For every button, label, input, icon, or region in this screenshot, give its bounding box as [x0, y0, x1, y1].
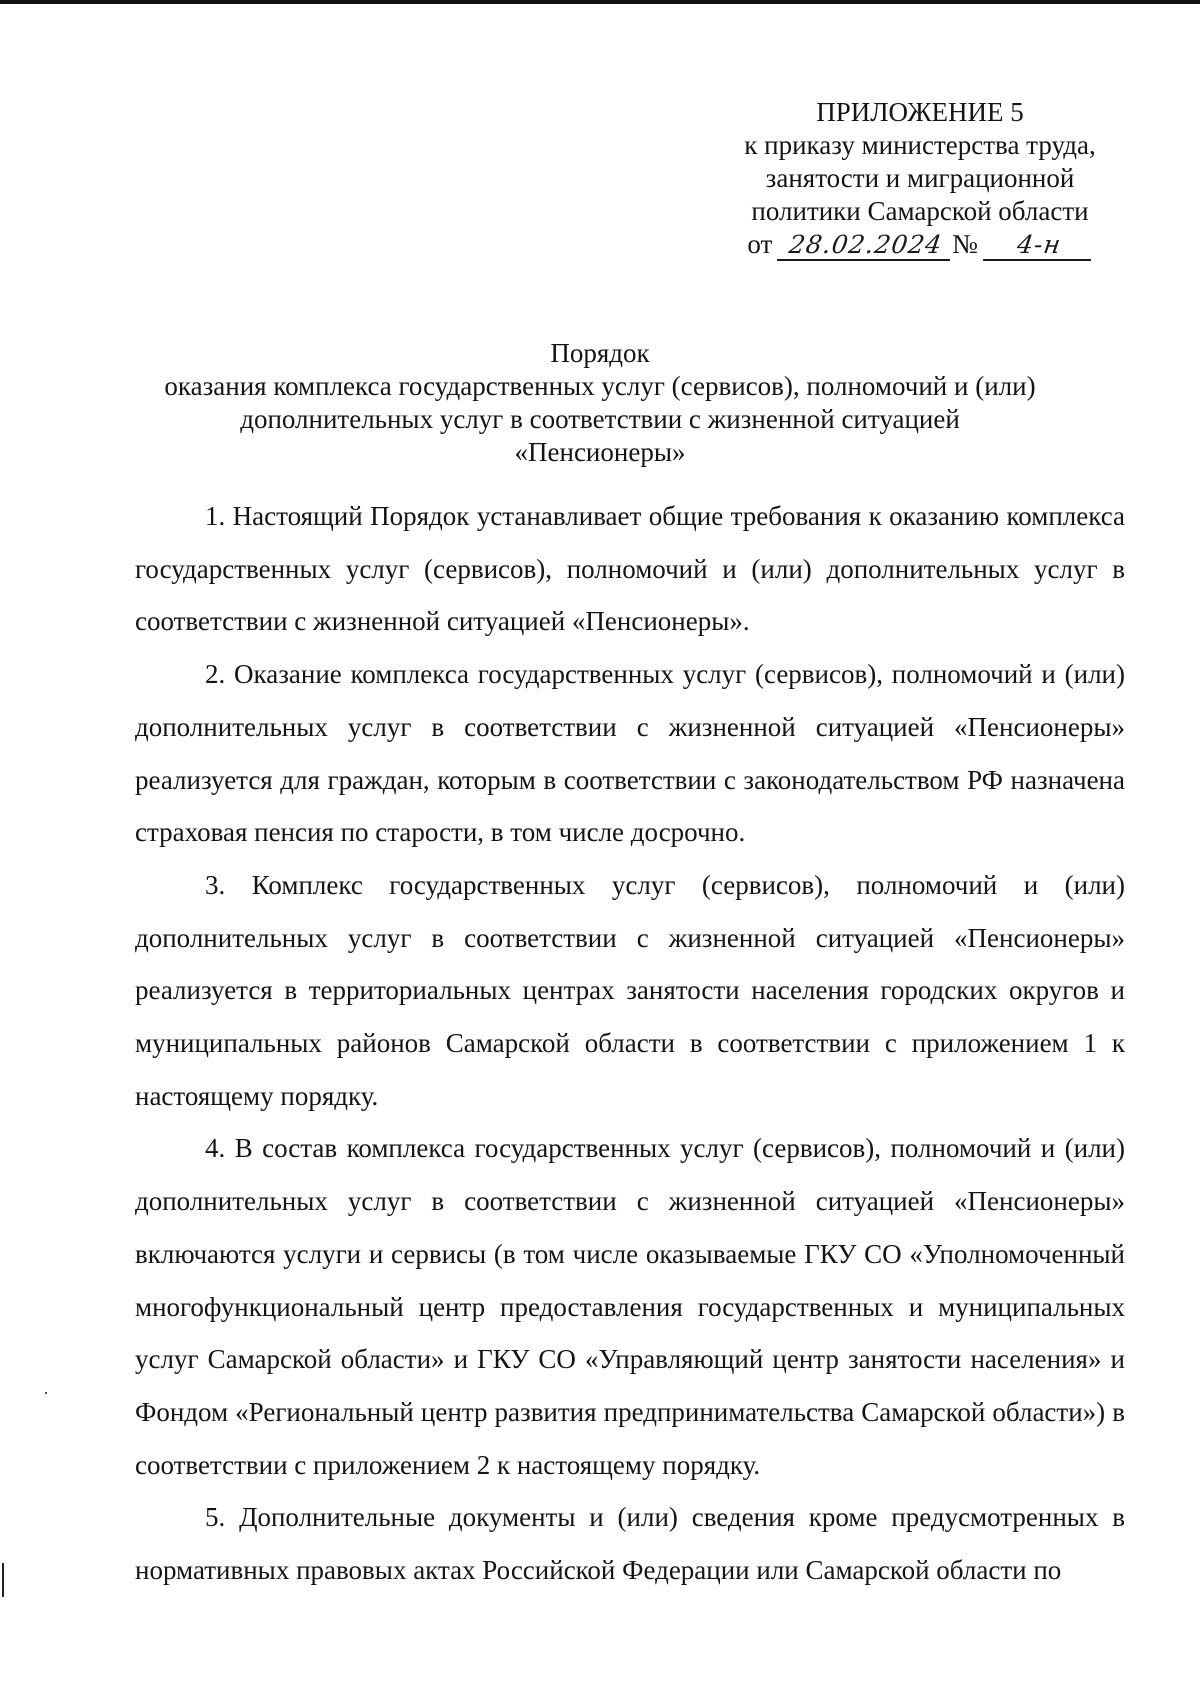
number-sign: №: [952, 229, 978, 259]
appendix-ministry-line: занятости и миграционной: [765, 163, 1075, 193]
title-line-4: «Пенсионеры»: [514, 437, 686, 467]
title-line-1: Порядок: [550, 338, 650, 368]
title-line-2: оказания комплекса государственных услуг (сервисов), полномочий и (или): [164, 371, 1036, 401]
paragraph-1: 1. Настоящий Порядок устанавливает общие требования к оказанию комплекса государственных услуг (сервисов), полномочий и (или) дополнительных услуг в соответствии с жизненной ситуацией «Пенсионеры».: [135, 501, 1125, 637]
title-line-3: дополнительных услуг в соответствии с жизненной ситуацией: [240, 404, 960, 434]
paragraph-5: 5. Дополнительные документы и (или) сведения кроме предусмотренных в нормативных правовых актах Российской Федерации или Самарской области по: [135, 1502, 1125, 1586]
paragraph-3: 3. Комплекс государственных услуг (сервисов), полномочий и (или) дополнительных услуг в соответствии с жизненной ситуацией «Пенсионеры» реализуется в территориальных центрах занятости населения городских округов и муниципальных районов Самарской области в соответствии с приложением 1 к настоящему порядку.: [135, 869, 1125, 1111]
document-body: [135, 490, 1125, 1597]
appendix-order-line: к приказу министерства труда,: [744, 130, 1096, 160]
document-title: [100, 337, 1100, 469]
handwritten-date: 28.02.2024: [777, 231, 954, 261]
date-prefix: от: [747, 229, 773, 259]
appendix-region-line: политики Самарской области: [751, 196, 1089, 226]
appendix-header: [700, 96, 1140, 261]
scan-artifact-mark: [2, 1563, 4, 1597]
paragraph-4: 4. В состав комплекса государственных услуг (сервисов), полномочий и (или) дополнительных услуг в соответствии с жизненной ситуацией «Пенсионеры» включаются услуги и сервисы (в том числе оказываемые ГКУ СО «Уполномоченный многофункциональный центр предоставления государственных и муниципальных услуг Самарской области» и ГКУ СО «Управляющий центр занятости населения» и Фондом «Региональный центр развития предпринимательства Самарской области») в соответствии с приложением 2 к настоящему порядку.: [135, 1133, 1125, 1480]
scan-artifact-dot: [45, 1392, 47, 1394]
appendix-label: ПРИЛОЖЕНИЕ 5: [816, 97, 1024, 127]
appendix-date-number-line: [747, 228, 1092, 261]
paragraph-2: 2. Оказание комплекса государственных услуг (сервисов), полномочий и (или) дополнительных услуг в соответствии с жизненной ситуацией «Пенсионеры» реализуется для граждан, которым в соответствии с законодательством РФ назначена страховая пенсия по старости, в том числе досрочно.: [135, 659, 1125, 848]
handwritten-number: 4-н: [983, 231, 1095, 261]
